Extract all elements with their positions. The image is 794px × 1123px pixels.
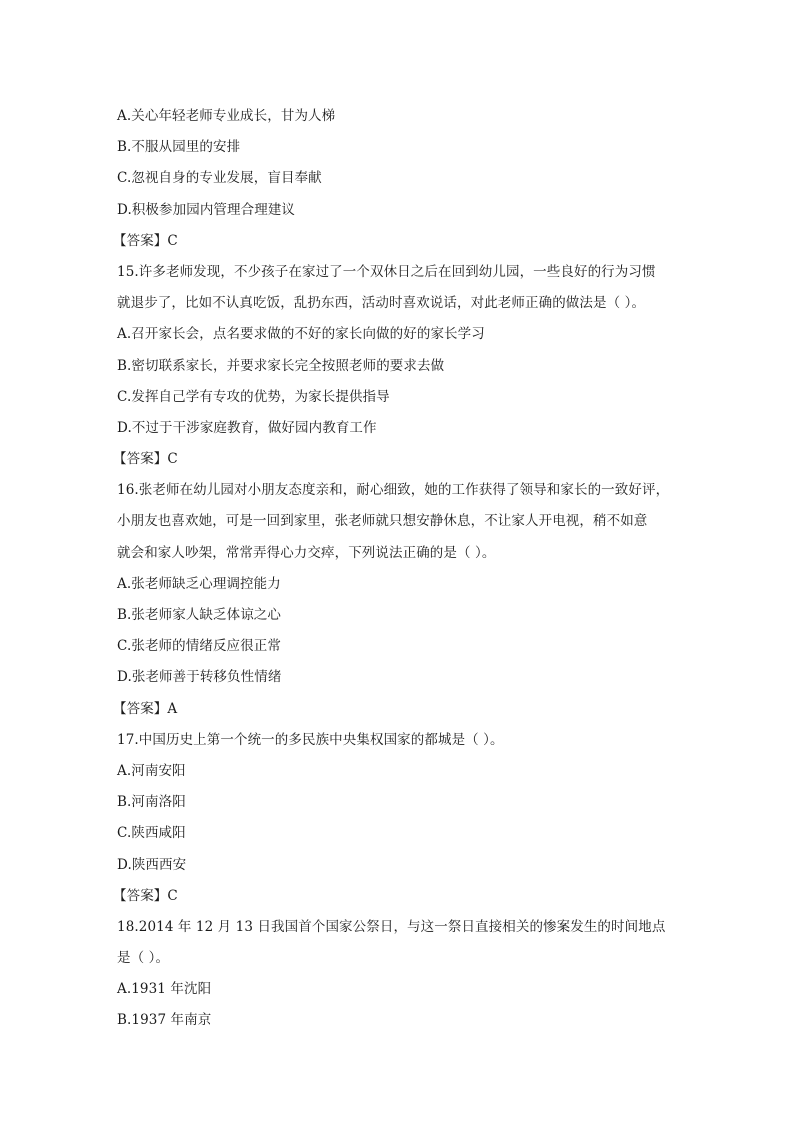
option-b: B.河南洛阳 — [117, 794, 186, 811]
question-18 — [117, 912, 687, 1037]
option-b: B.张老师家人缺乏体谅之心 — [117, 607, 282, 623]
question-16 — [113, 475, 687, 725]
option-b: B.1937 年南京 — [117, 1012, 212, 1029]
option-d: D.张老师善于转移负性情绪 — [117, 669, 282, 686]
option-d: D.陕西西安 — [117, 856, 187, 873]
question-stem: 18.2014 年 12 月 13 日我国首个国家公祭日，与这一祭日直接相关的惨案发生的时间地点 — [117, 918, 666, 935]
option-d: D.不过于干涉家庭教育，做好园内教育工作 — [117, 419, 377, 436]
question-15 — [113, 257, 687, 475]
option-b: B.不服从园里的安排 — [117, 139, 241, 156]
option-a: A.关心年轻老师专业成长，甘为人梯 — [117, 108, 336, 124]
question-stem: 17.中国历史上第一个统一的多民族中央集权国家的都城是（ ）。 — [117, 731, 504, 748]
question-17 — [113, 725, 687, 912]
option-a: A.1931 年沈阳 — [117, 981, 212, 998]
option-c: C.陕西咸阳 — [117, 825, 186, 842]
question-stem: 是（ ）。 — [117, 950, 170, 967]
option-b: B.密切联系家长，并要求家长完全按照老师的要求去做 — [117, 357, 445, 374]
question-14 — [113, 101, 687, 257]
answer-line: 【答案】C — [113, 451, 178, 468]
question-stem: 就会和家人吵架，常常弄得心力交瘁，下列说法正确的是（ ）。 — [117, 544, 496, 561]
option-c: C.发挥自己学有专攻的优势，为家长提供指导 — [117, 388, 390, 405]
option-c: C.忽视自身的专业发展，盲目奉献 — [117, 170, 322, 187]
question-stem: 就退步了，比如不认真吃饭，乱扔东西，活动时喜欢说话，对此老师正确的做法是（ ）。 — [117, 295, 646, 312]
answer-line: 【答案】A — [113, 700, 178, 717]
option-a: A.河南安阳 — [117, 762, 186, 779]
answer-line: 【答案】C — [113, 232, 178, 249]
question-stem: 16.张老师在幼儿园对小朋友态度亲和，耐心细致，她的工作获得了领导和家长的一致好评， — [117, 482, 670, 499]
option-d: D.积极参加园内管理合理建议 — [117, 201, 296, 218]
question-stem: 15.许多老师发现，不少孩子在家过了一个双休日之后在回到幼儿园，一些良好的行为习惯 — [117, 263, 656, 280]
question-stem: 小朋友也喜欢她，可是一回到家里，张老师就只想安静休息，不让家人开电视，稍不如意 — [117, 513, 648, 530]
answer-line: 【答案】C — [113, 887, 178, 904]
option-a: A.召开家长会，点名要求做的不好的家长向做的好的家长学习 — [117, 326, 485, 343]
exam-content — [113, 101, 687, 1037]
option-c: C.张老师的情绪反应很正常 — [117, 638, 281, 655]
option-a: A.张老师缺乏心理调控能力 — [117, 575, 281, 592]
